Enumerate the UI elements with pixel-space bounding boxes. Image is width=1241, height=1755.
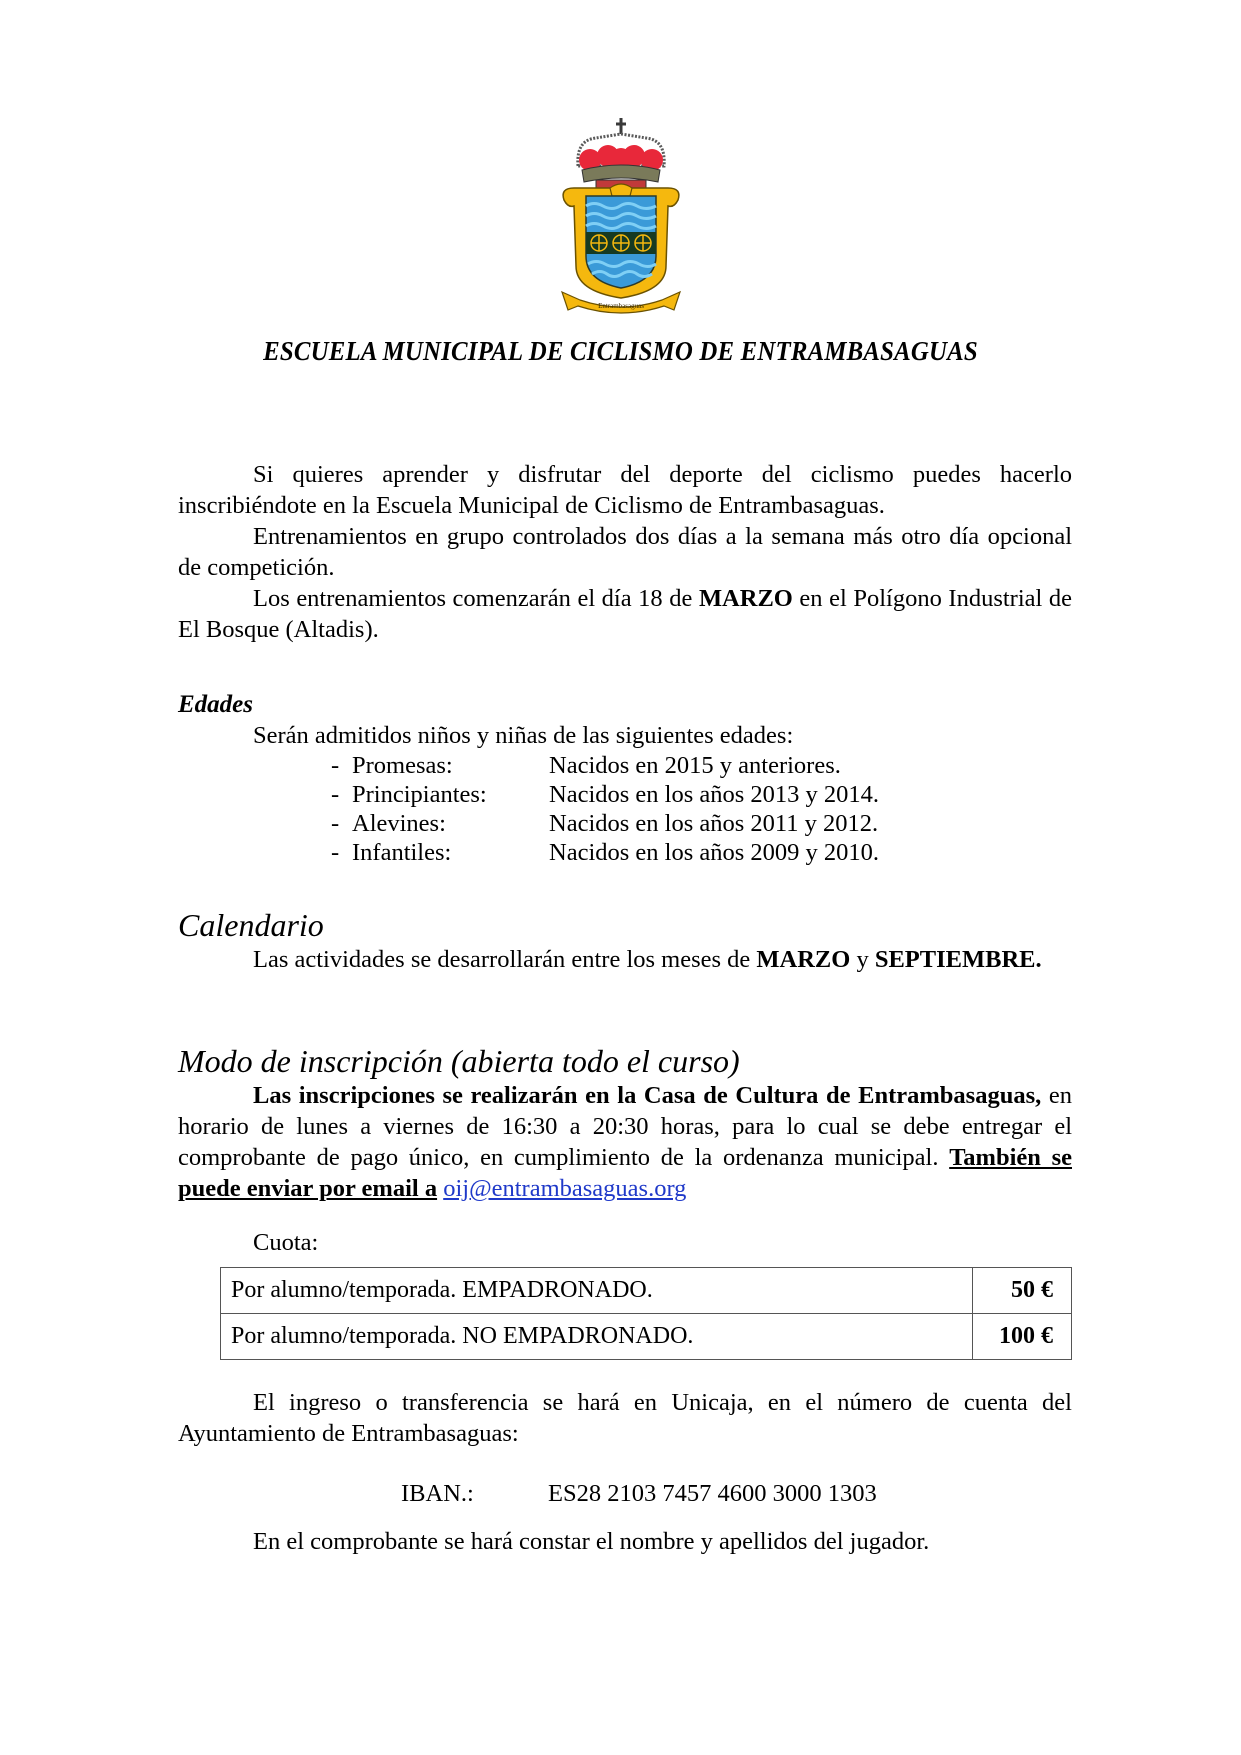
ages-intro: Serán admitidos niños y niñas de las siguientes edades:: [253, 722, 794, 749]
list-item: - Promesas: Nacidos en 2015 y anteriores.: [331, 752, 841, 779]
list-item: - Infantiles: Nacidos en los años 2009 y 2010.: [331, 839, 880, 866]
table-row: [221, 1268, 1072, 1314]
fee-amount: 100 €: [973, 1314, 1072, 1360]
email-link[interactable]: oij@entrambasaguas.org: [443, 1175, 687, 1202]
calendar-heading: Calendario: [178, 907, 324, 943]
intro-paragraph-3: Los entrenamientos comenzarán el día 18 de MARZO en el Polígono Industrial de El Bosque (Altadis).: [178, 585, 1072, 643]
payment-section: [178, 1387, 1072, 1449]
list-item: - Principiantes: Nacidos en los años 2013 y 2014.: [331, 781, 880, 808]
intro-section: [178, 459, 1072, 645]
fee-amount: 50 €: [973, 1268, 1072, 1314]
table-row: [221, 1314, 1072, 1360]
registration-heading: Modo de inscripción (abierta todo el curso): [178, 1043, 740, 1079]
crown-icon: [578, 118, 664, 188]
list-item: - Alevines: Nacidos en los años 2011 y 2012.: [331, 810, 879, 837]
fee-concept: Por alumno/temporada. NO EMPADRONADO.: [221, 1314, 973, 1360]
payment-text: El ingreso o transferencia se hará en Unicaja, en el número de cuenta del Ayuntamiento de Entrambasaguas:: [178, 1389, 1072, 1447]
fee-label: Cuota:: [253, 1229, 319, 1256]
crest-ribbon-label: Entrambasaguas: [598, 302, 644, 310]
iban-value: ES28 2103 7457 4600 3000 1303: [548, 1480, 877, 1507]
ages-list: [178, 751, 1072, 867]
intro-paragraph-1: Si quieres aprender y disfrutar del deporte del ciclismo puedes hacerlo inscribiéndote en la Escuela Municipal de Ciclismo de Entrambasaguas.: [178, 461, 1072, 519]
intro-paragraph-2: Entrenamientos en grupo controlados dos días a la semana más otro día opcional de competición.: [178, 523, 1072, 581]
ages-section: [178, 689, 1072, 867]
registration-section: [178, 1042, 1072, 1258]
registration-text: Las inscripciones se realizarán en la Casa de Cultura de Entrambasaguas, en horario de lunes a viernes de 16:30 a 20:30 horas, para lo cual se debe entregar el comprobante de pago único, en cumplimiento de la ordenanza municipal. También se puede enviar por email a oij@entrambasaguas.org: [178, 1082, 1073, 1202]
document-title: ESCUELA MUNICIPAL DE CICLISMO DE ENTRAMBASAGUAS: [263, 336, 978, 366]
ages-heading: Edades: [178, 691, 253, 718]
calendar-text: Las actividades se desarrollarán entre los meses de MARZO y SEPTIEMBRE.: [253, 946, 1042, 973]
fee-concept: Por alumno/temporada. EMPADRONADO.: [221, 1268, 973, 1314]
calendar-section: [178, 906, 1072, 975]
payment-note: En el comprobante se hará constar el nombre y apellidos del jugador.: [253, 1528, 930, 1555]
fee-table: [220, 1267, 1072, 1360]
coat-of-arms-crest: [556, 116, 686, 316]
iban-label: IBAN.:: [401, 1480, 474, 1507]
